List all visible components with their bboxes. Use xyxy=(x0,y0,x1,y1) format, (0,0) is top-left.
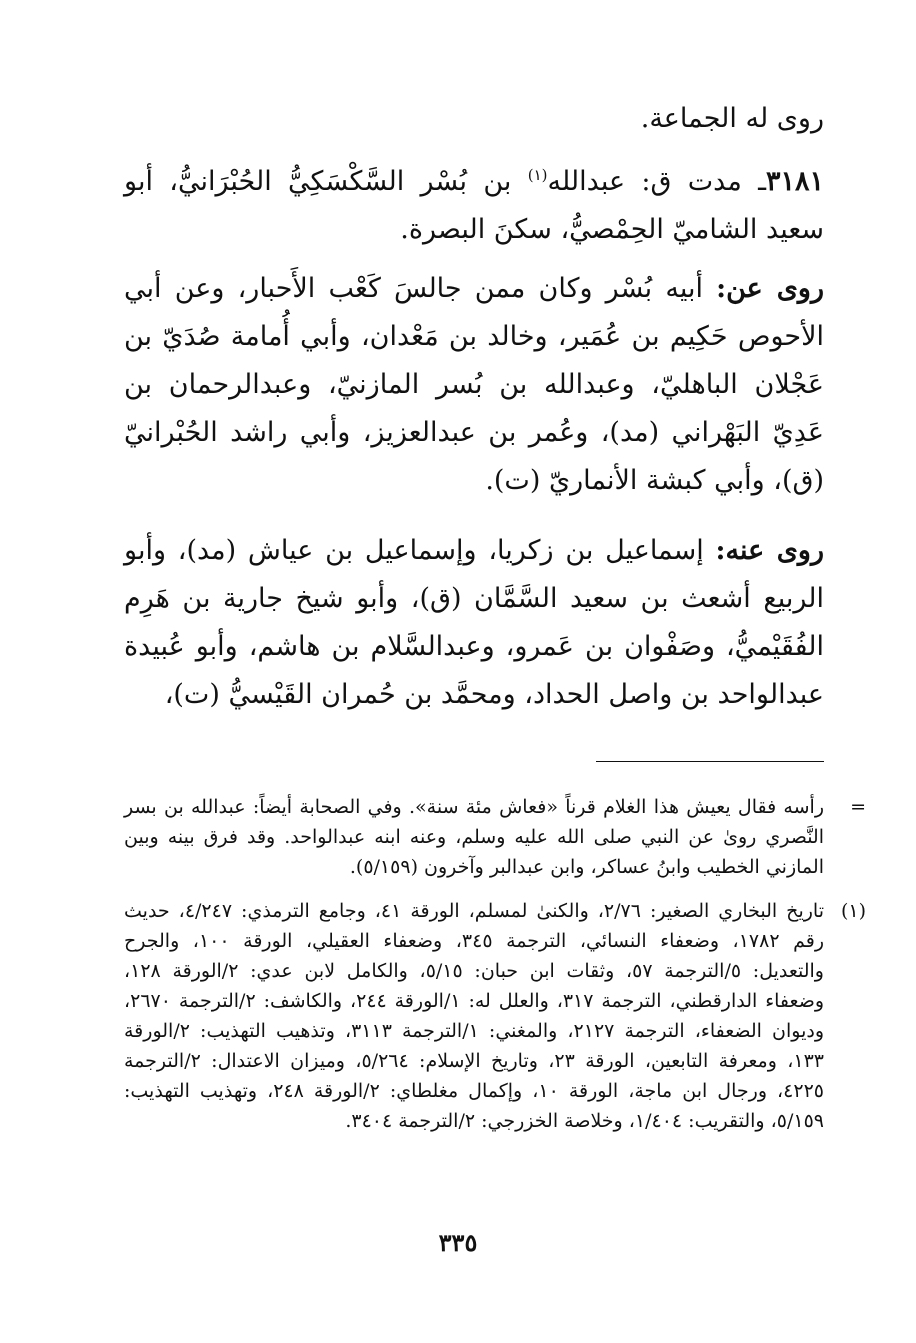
narrated-by-paragraph xyxy=(124,527,824,719)
intro-line xyxy=(124,95,824,143)
footnote-1-text: تاريخ البخاري الصغير: ٢/٧٦، والكنىٰ لمسلم، الورقة ٤١، وجامع الترمذي: ٤/٢٤٧، حديث رقم ١٧٨٢، وضعفاء النسائي، الترجمة ٣٤٥، وضعفاء العقيلي، الورقة ١٠٠، والجرح والتعديل: ٥/الترجمة ٥٧، وثقات ابن حبان: ٥/١٥، والكامل لابن عدي: ٢/الورقة ١٢٨، وضعفاء الدارقطني، الترجمة ٣١٧، والعلل له: ١/الورقة ٢٤٤، والكاشف: ٢/الترجمة ٢٦٧٠، وديوان الضعفاء، الترجمة ٢١٢٧، والمغني: ١/الترجمة ٣١١٣، وتذهيب التهذيب: ٢/الورقة ١٣٣، ومعرفة التابعين، الورقة ٢٣، وتاريخ الإسلام: ٥/٢٦٤، وميزان الاعتدال: ٢/الترجمة ٤٢٢٥، ورجال ابن ماجة، الورقة ١٠، وإكمال مغلطاي: ٢/الورقة ٢٤٨، وتهذيب التهذيب: ٥/١٥٩، والتقريب: ١/٤٠٤، وخلاصة الخزرجي: ٢/الترجمة ٣٤٠٤. xyxy=(124,900,824,1132)
footnote-ref: (١) xyxy=(527,166,548,184)
narrated-by-text: إسماعيل بن زكريا، وإسماعيل بن عياش (مد)، وأبو الربيع أشعث بن سعيد السَّمَّان (ق)، وأبو شيخ جارية بن هَرِم الفُقَيْميُّ، وصَفْوان بن عَمرو، وعبدالسَّلام بن هاشم، وأبو عُبيدة عبدالواحد بن واصل الحداد، ومحمَّد بن حُمران القَيْسيُّ (ت)، xyxy=(124,535,824,710)
footnote-divider xyxy=(596,761,824,762)
footnote-1-mark: (١) xyxy=(840,900,866,922)
entry-rest: بن بُسْر السَّكْسَكِيُّ الحُبْرَانيُّ، أبو سعيد الشاميّ الحِمْصيُّ، سكنَ البصرة. xyxy=(124,166,824,245)
footnote-1 xyxy=(124,896,866,1136)
intro-text: روى له الجماعة. xyxy=(640,103,824,134)
continuation-text: رأسه فقال يعيش هذا الغلام قرناً «فعاش مئة سنة». وفي الصحابة أيضاً: عبدالله بن بسر النَّصري روىٰ عن النبي صلى الله عليه وسلم، وعنه ابنه عبدالواحد. وقد فرق بينه وبين المازني الخطيب وابنُ عساكر، وابن عبدالبر وآخرون (٥/١٥٩). xyxy=(124,796,824,878)
page-number: ٣٣٥ xyxy=(438,1228,478,1257)
narrated-by-label: روى عنه: xyxy=(715,535,824,566)
footnote-continuation xyxy=(124,792,866,882)
continuation-mark: = xyxy=(850,796,866,818)
entry-number: ٣١٨١ xyxy=(766,166,825,197)
entry-body: ـ مدت ق: عبدالله xyxy=(547,166,766,197)
narrated-from-label: روى عن: xyxy=(716,273,824,304)
entry-header xyxy=(124,158,824,254)
narrated-from-paragraph xyxy=(124,265,824,505)
narrated-from-text: أبيه بُسْر وكان ممن جالسَ كَعْب الأَحبار، وعن أبي الأحوص حَكِيم بن عُمَير، وخالد بن مَعْدان، وأبي أُمامة صُدَيّ بن عَجْلان الباهليّ، وعبدالله بن بُسر المازنيّ، وعبدالرحمان بن عَدِيّ البَهْراني (مد)، وعُمر بن عبدالعزيز، وأبي راشد الحُبْرانيّ (ق)، وأبي كبشة الأنماريّ (ت). xyxy=(124,273,824,496)
